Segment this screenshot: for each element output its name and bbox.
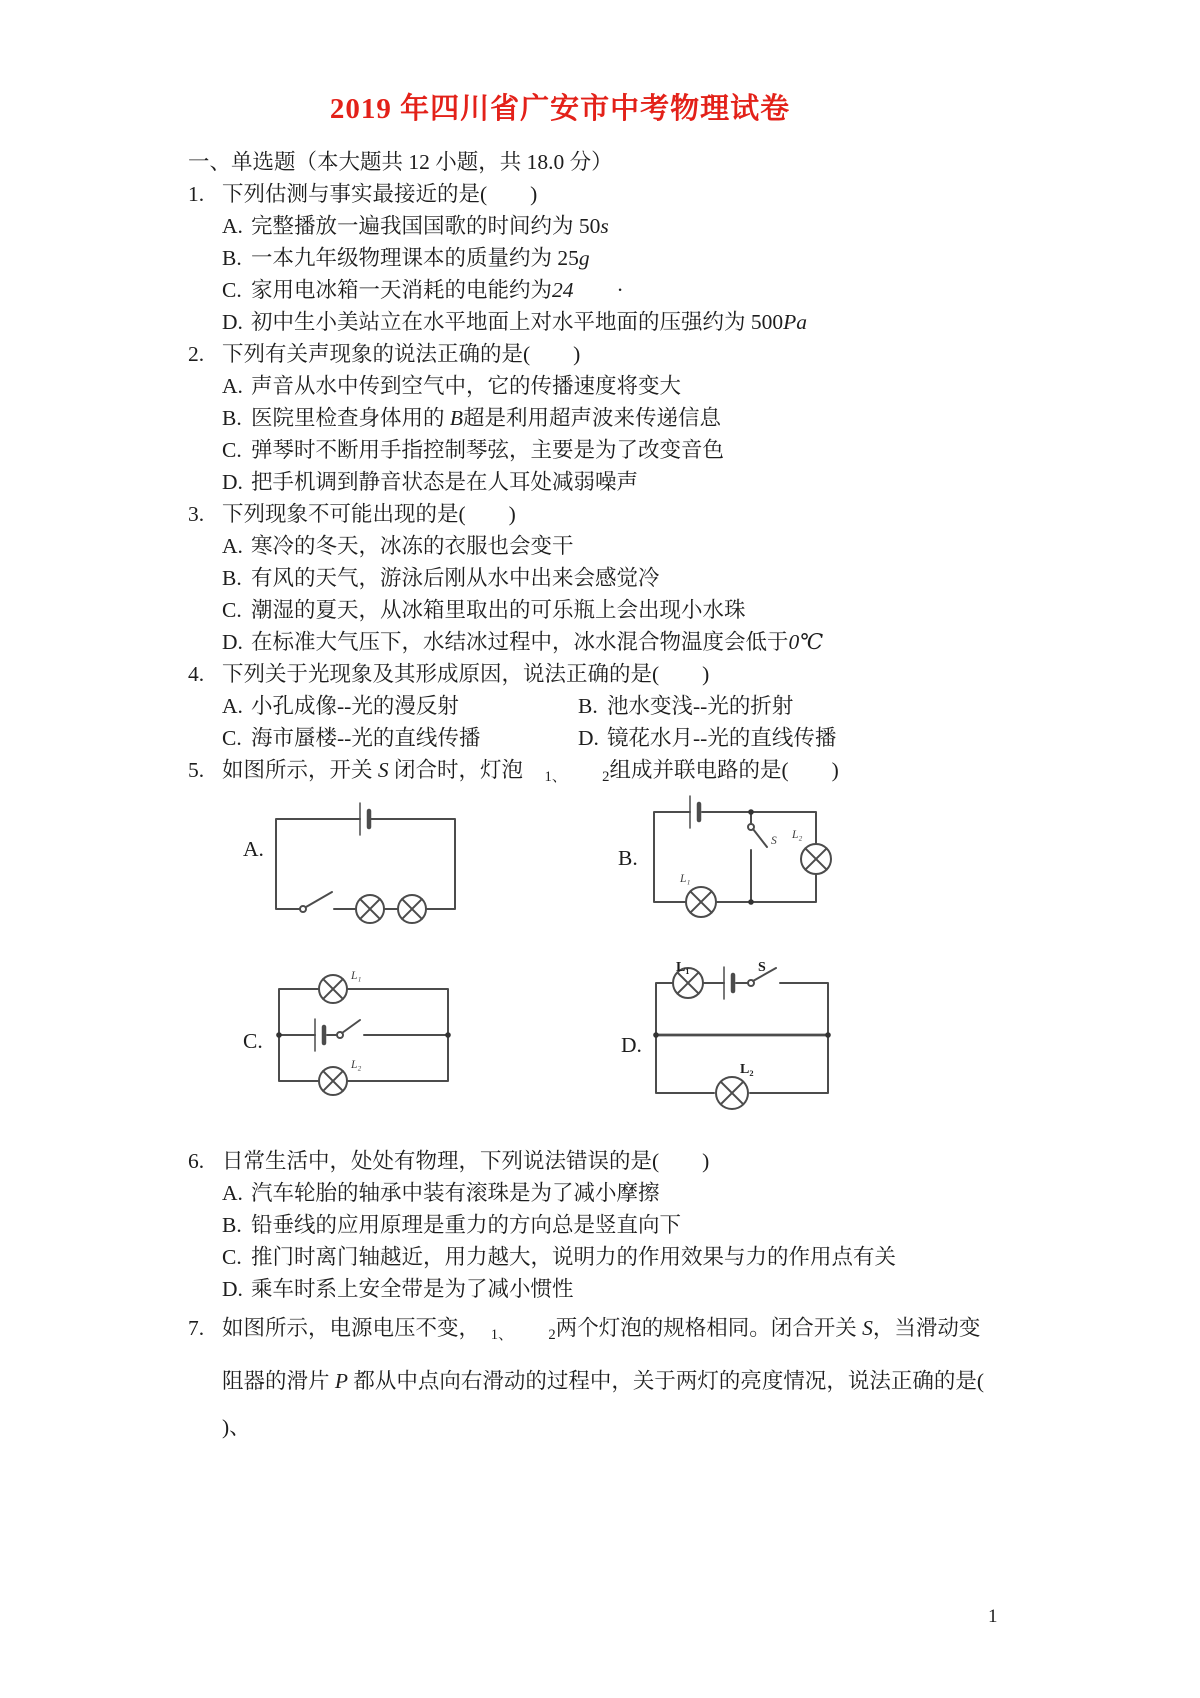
text-run: 下列有关声现象的说法正确的是( ) [222, 342, 581, 366]
math-var: 0℃ [788, 630, 824, 654]
question-stem-row [0, 178, 1200, 210]
question-3 [0, 498, 1200, 658]
stem-line [222, 1145, 1200, 1177]
text-run: ，当滑动变 [872, 1316, 981, 1341]
option-c [0, 594, 1200, 626]
math-var: 24 [552, 278, 574, 302]
question-stem [222, 1305, 1200, 1450]
text-run: 乘车时系上安全带是为了减小惯性 [251, 1277, 574, 1302]
wire [342, 1020, 360, 1033]
lamp-label: L₂ [792, 829, 803, 842]
subscript-text: 2 [602, 769, 610, 786]
question-stem-row [0, 1145, 1200, 1177]
question-number: 3. [188, 502, 205, 526]
option-c [0, 274, 1200, 306]
stem-line [222, 338, 1200, 370]
option-a [0, 210, 1200, 242]
circuit-diagram-c [271, 969, 456, 1096]
question-5 [0, 754, 1200, 1145]
text-run: 镜花水月--光的直线传播 [607, 726, 837, 750]
option-letter: A. [222, 534, 243, 558]
switch-label: S [758, 960, 766, 976]
text-run: 下列估测与事实最接近的是( ) [222, 182, 538, 206]
option-letter: C. [222, 726, 242, 750]
math-var: B [449, 406, 464, 430]
option-letter: C. [222, 1245, 242, 1270]
subscript-text: 2 [548, 1327, 556, 1344]
option-letter: B. [222, 406, 242, 430]
document-title: 2019 年四川省广安市中考物理试卷 [329, 93, 791, 125]
text-run: 组成并联电路的是( ) [609, 758, 839, 782]
switch-label: S [771, 835, 777, 848]
text-run: 都从中点向右滑动的过程中，关于两灯的亮度情况，说法正确的是( [348, 1369, 985, 1394]
option-b [0, 1209, 1200, 1241]
option-c [222, 722, 578, 754]
stem-line [222, 658, 1200, 690]
option-d [0, 626, 1200, 658]
circuit-diagram-b [646, 796, 836, 918]
question-stem [222, 338, 1200, 370]
text-run: 声音从水中传到空气中，它的传播速度将变大 [251, 374, 682, 398]
lamp-icon [801, 844, 831, 874]
wire [654, 812, 816, 902]
option-letter: C. [222, 438, 242, 462]
math-var: S [377, 758, 389, 782]
text-run: 两个灯泡的规格相同。闭合开关 [555, 1316, 863, 1341]
battery-icon [360, 803, 369, 835]
stem-line [222, 1358, 1200, 1404]
stem-line [222, 498, 1200, 530]
question-4 [0, 658, 1200, 754]
text-run: 初中生小美站立在水平地面上对水平地面的压强约为 500 [251, 310, 784, 334]
text-run: 汽车轮胎的轴承中装有滚珠是为了减小摩擦 [251, 1181, 660, 1206]
lamp-icon [319, 1067, 347, 1095]
junction-dot [653, 1032, 659, 1038]
text-run: 推门时离门轴越近，用力越大，说明力的作用效果与力的作用点有关 [251, 1245, 897, 1270]
text-run [559, 758, 602, 782]
question-stem [222, 498, 1200, 530]
option-d [578, 722, 1200, 754]
text-run: 把手机调到静音状态是在人耳处减弱噪声 [251, 470, 639, 494]
option-letter: B. [222, 246, 242, 270]
option-c [0, 1241, 1200, 1273]
option-d [0, 466, 1200, 498]
question-number: 4. [188, 662, 205, 686]
option-letter: B. [578, 694, 598, 718]
text-run: 闭合时，灯泡 [388, 758, 545, 782]
lamp-label: L₁ [680, 873, 691, 886]
math-var: s [600, 214, 609, 238]
option-letter: B. [222, 566, 242, 590]
junction-dot [748, 809, 754, 815]
text-run: )、 [222, 1415, 251, 1440]
circuit-option-label: D. [621, 1033, 642, 1058]
option-letter: A. [222, 214, 243, 238]
stem-line [222, 754, 1200, 793]
text-run: 寒冷的冬天，冰冻的衣服也会变干 [251, 534, 574, 558]
text-run: 日常生活中，处处有物理，下列说法错误的是( ) [222, 1149, 710, 1174]
circuit-option-label: B. [618, 846, 638, 871]
text-run: 阻器的滑片 [222, 1369, 335, 1394]
option-letter: C. [222, 278, 242, 302]
wire [279, 989, 448, 1081]
lamp-icon [398, 895, 426, 923]
option-d [0, 306, 1200, 338]
option-letter: A. [222, 694, 243, 718]
option-letter: B. [222, 1213, 242, 1238]
text-run: · [573, 278, 624, 302]
question-1 [0, 178, 1200, 338]
question-stem [222, 658, 1200, 690]
option-a [0, 530, 1200, 562]
text-run: 潮湿的夏天，从冰箱里取出的可乐瓶上会出现小水珠 [251, 598, 746, 622]
question-stem [222, 178, 1200, 210]
circuit-diagram-a [268, 801, 463, 919]
text-run: 如图所示，电源电压不变， [222, 1316, 491, 1341]
text-run: 下列现象不可能出现的是( ) [222, 502, 516, 526]
lamp-label: L₂ [740, 1062, 754, 1078]
section-heading: 一、单选题（本大题共 12 小题，共 18.0 分） [188, 150, 613, 174]
option-c [0, 434, 1200, 466]
question-stem [222, 1145, 1200, 1177]
circuit-option-label: C. [243, 1029, 263, 1054]
lamp-label: L₁ [676, 960, 690, 976]
option-b [0, 402, 1200, 434]
subscript-text: 1、 [490, 1327, 506, 1344]
circuit-diagram-d [646, 959, 841, 1113]
junction-dot [445, 1032, 451, 1038]
wire [306, 892, 332, 907]
lamp-icon [356, 895, 384, 923]
lamp-icon [319, 975, 347, 1003]
wire [753, 829, 767, 847]
battery-icon [690, 796, 699, 828]
lamp-icon [686, 887, 716, 917]
math-var: P [334, 1369, 349, 1394]
text-run: 弹琴时不断用手指控制琴弦，主要是为了改变音色 [251, 438, 725, 462]
option-a [0, 1177, 1200, 1209]
question-stem-row [0, 338, 1200, 370]
question-7 [0, 1305, 1200, 1450]
text-run: 有风的天气，游泳后刚从水中出来会感觉冷 [251, 566, 660, 590]
text-run: 超是利用超声波来传递信息 [463, 406, 722, 430]
question-stem-row [0, 498, 1200, 530]
option-letter: D. [222, 1277, 243, 1302]
question-number: 6. [188, 1149, 205, 1174]
option-b [578, 690, 1200, 722]
text-run: 如图所示，开关 [222, 758, 378, 782]
question-6 [0, 1145, 1200, 1305]
question-number: 1. [188, 182, 205, 206]
text-run: 一本九年级物理课本的质量约为 25 [251, 246, 579, 270]
math-var: Pa [783, 310, 808, 334]
option-a [222, 690, 578, 722]
battery-icon [315, 1019, 324, 1051]
option-row [222, 690, 1200, 722]
question-stem [222, 754, 1200, 793]
option-d [0, 1273, 1200, 1305]
option-a [0, 370, 1200, 402]
question-5-figure [0, 793, 1200, 1145]
question-stem-row [0, 1305, 1200, 1450]
stem-line [222, 1404, 1200, 1450]
math-var: g [578, 246, 590, 270]
stem-line [222, 178, 1200, 210]
question-stem-row [0, 754, 1200, 793]
question-number: 5. [188, 758, 205, 782]
option-letter: A. [222, 374, 243, 398]
option-letter: D. [222, 310, 243, 334]
option-letter: D. [578, 726, 599, 750]
question-number: 2. [188, 342, 205, 366]
subscript-text: 1、 [544, 769, 560, 786]
text-run: 小孔成像--光的漫反射 [251, 694, 459, 718]
text-run: 池水变浅--光的折射 [607, 694, 794, 718]
stem-line [222, 1305, 1200, 1358]
text-run: 铅垂线的应用原理是重力的方向总是竖直向下 [251, 1213, 682, 1238]
question-stem-row [0, 658, 1200, 690]
option-b [0, 242, 1200, 274]
option-letter: C. [222, 598, 242, 622]
text-run [505, 1316, 548, 1340]
junction-dot [825, 1032, 831, 1038]
text-run: 海市蜃楼--光的直线传播 [251, 726, 481, 750]
junction-dot [276, 1032, 282, 1038]
lamp-icon [716, 1077, 748, 1109]
text-run: 下列关于光现象及其形成原因，说法正确的是( ) [222, 662, 710, 686]
battery-icon [724, 967, 733, 999]
lamp-label: L₂ [351, 1059, 362, 1072]
text-run: 在标准大气压下，水结冰过程中，冰水混合物温度会低于 [251, 630, 789, 654]
option-letter: D. [222, 470, 243, 494]
circuit-option-label: A. [243, 837, 264, 862]
text-run: 完整播放一遍我国国歌的时间约为 50 [251, 214, 601, 238]
option-letter: D. [222, 630, 243, 654]
junction-dot [748, 899, 754, 905]
question-number: 7. [188, 1316, 205, 1341]
question-list [0, 178, 1200, 1450]
option-row [222, 722, 1200, 754]
lamp-label: L₁ [351, 970, 362, 983]
option-b [0, 562, 1200, 594]
text-run: 医院里检查身体用的 [251, 406, 450, 430]
page-number: 1 [988, 1606, 998, 1627]
option-letter: A. [222, 1181, 243, 1206]
math-var: S [862, 1316, 873, 1341]
question-2 [0, 338, 1200, 498]
text-run: 家用电冰箱一天消耗的电能约为 [251, 278, 553, 302]
